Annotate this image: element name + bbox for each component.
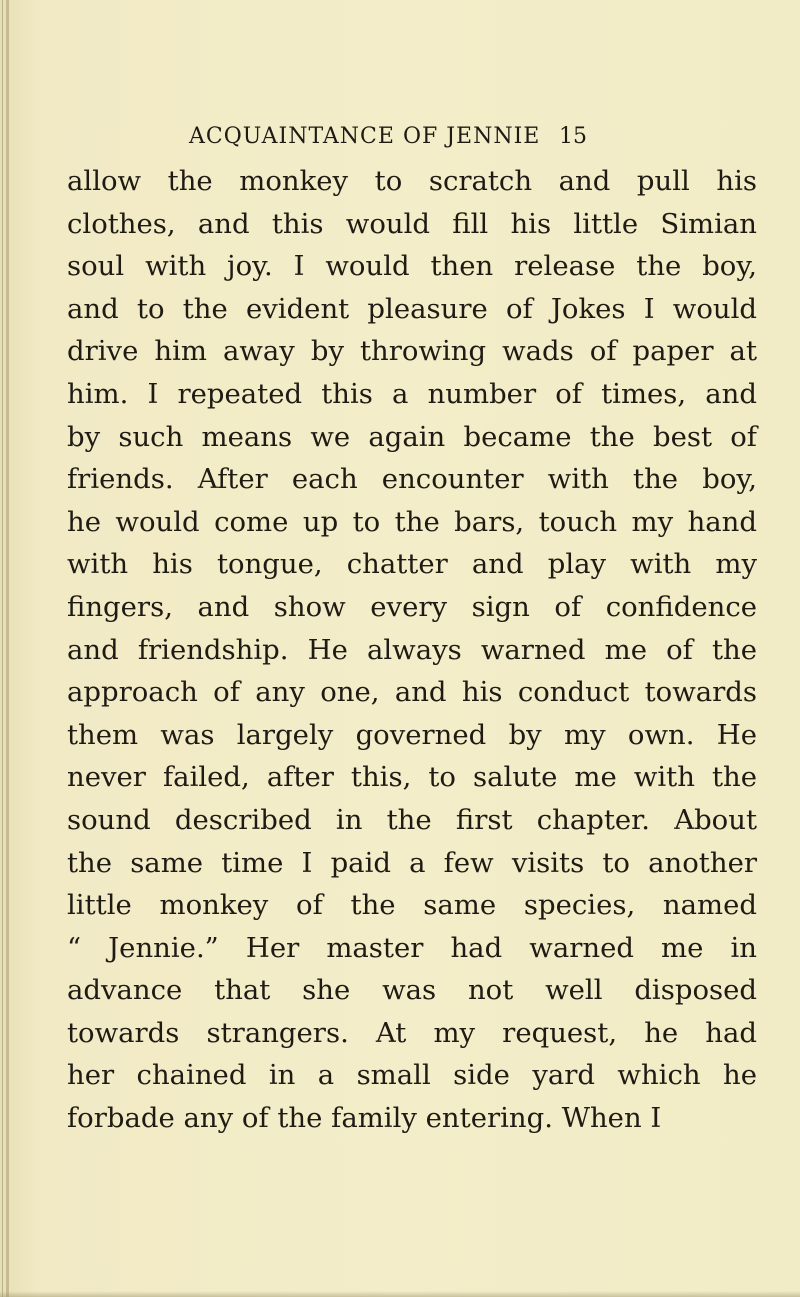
text-line: he would come up to the bars, touch my hand (67, 505, 757, 538)
text-line: her chained in a small side yard which he (67, 1059, 757, 1092)
text-line: and friendship. He always warned me of the (67, 633, 757, 666)
text-line: by such means we again became the best of (67, 420, 757, 453)
text-line: advance that she was not well disposed (67, 974, 757, 1007)
text-line: towards strangers. At my request, he had (67, 1016, 757, 1049)
text-line: forbade any of the family entering. When I (67, 1102, 662, 1135)
page-bottom-edge (0, 1291, 800, 1297)
text-line: soul with joy. I would then release the boy, (67, 250, 757, 283)
binding-edge (2, 0, 3, 1297)
text-line: friends. After each encounter with the boy, (67, 463, 757, 496)
text-line: little monkey of the same species, named (67, 889, 757, 922)
text-line: and to the evident pleasure of Jokes I would (67, 292, 757, 325)
text-line: “ Jennie.” Her master had warned me in (67, 931, 757, 964)
binding-shadow (6, 0, 9, 1297)
running-head-title: ACQUAINTANCE OF JENNIE (189, 124, 541, 149)
text-line: with his tongue, chatter and play with my (67, 548, 757, 581)
text-line: never failed, after this, to salute me with the (67, 761, 757, 794)
text-line: sound described in the first chapter. About (67, 803, 757, 836)
text-line: the same time I paid a few visits to another (67, 846, 757, 879)
text-line: drive him away by throwing wads of paper at (67, 335, 757, 368)
page-number: 15 (559, 124, 587, 149)
running-head (189, 124, 589, 160)
text-line: fingers, and show every sign of confidence (67, 590, 757, 623)
text-line: allow the monkey to scratch and pull his (67, 165, 757, 197)
text-line: clothes, and this would fill his little Simian (67, 207, 757, 240)
text-line: them was largely governed by my own. He (67, 718, 757, 751)
text-line: him. I repeated this a number of times, and (67, 377, 757, 410)
text-line: approach of any one, and his conduct towards (67, 676, 757, 709)
body-text (67, 160, 757, 1140)
